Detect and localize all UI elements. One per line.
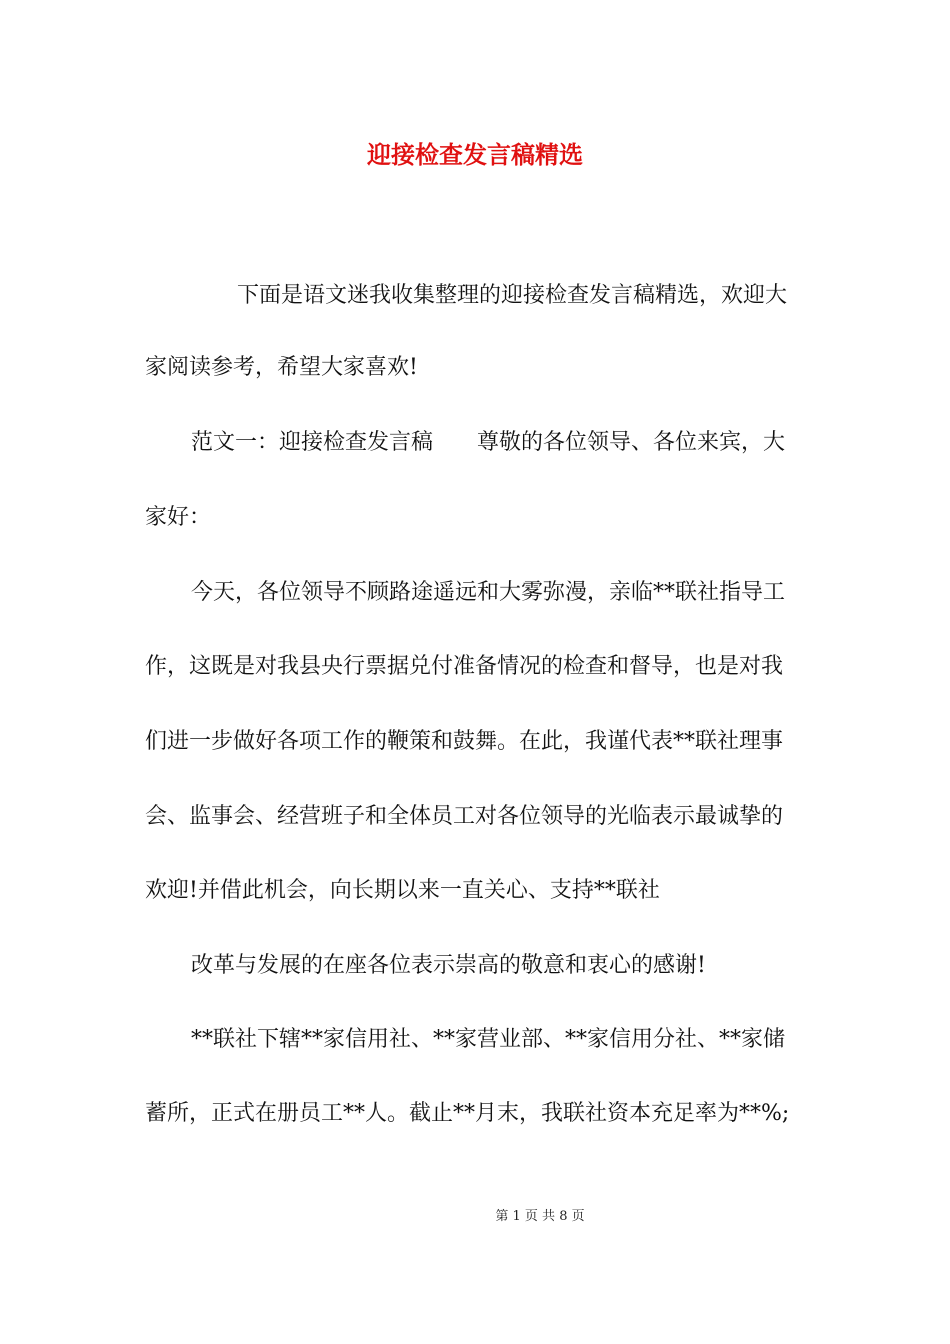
paragraph-line: 家阅读参考，希望大家喜欢! — [145, 355, 418, 380]
paragraph-line: **联社下辖**家信用社、**家营业部、**家信用分社、**家储 — [191, 1027, 786, 1052]
paragraph-line: 欢迎!并借此机会，向长期以来一直关心、支持**联社 — [145, 878, 660, 903]
paragraph-line: 们进一步做好各项工作的鞭策和鼓舞。在此，我谨代表**联社理事 — [145, 729, 784, 754]
paragraph-line: 作，这既是对我县央行票据兑付准备情况的检查和督导，也是对我 — [145, 654, 784, 679]
paragraph-line: 今天，各位领导不顾路途遥远和大雾弥漫，亲临**联社指导工 — [191, 580, 786, 605]
paragraph-line: 改革与发展的在座各位表示崇高的敬意和衷心的感谢! — [191, 953, 706, 978]
document-title: 迎接检查发言稿精选 — [367, 140, 583, 169]
paragraph-line: 下面是语文迷我收集整理的迎接检查发言稿精选，欢迎大 — [237, 283, 788, 308]
page-footer: 第 1 页 共 8 页 — [495, 1209, 585, 1224]
paragraph-line: 范文一：迎接检查发言稿 尊敬的各位领导、各位来宾，大 — [191, 430, 786, 455]
paragraph-line: 蓄所，正式在册员工**人。截止**月末，我联社资本充足率为**%; — [145, 1101, 790, 1126]
paragraph-line: 家好： — [145, 505, 212, 530]
paragraph-line: 会、监事会、经营班子和全体员工对各位领导的光临表示最诚挚的 — [145, 804, 784, 829]
